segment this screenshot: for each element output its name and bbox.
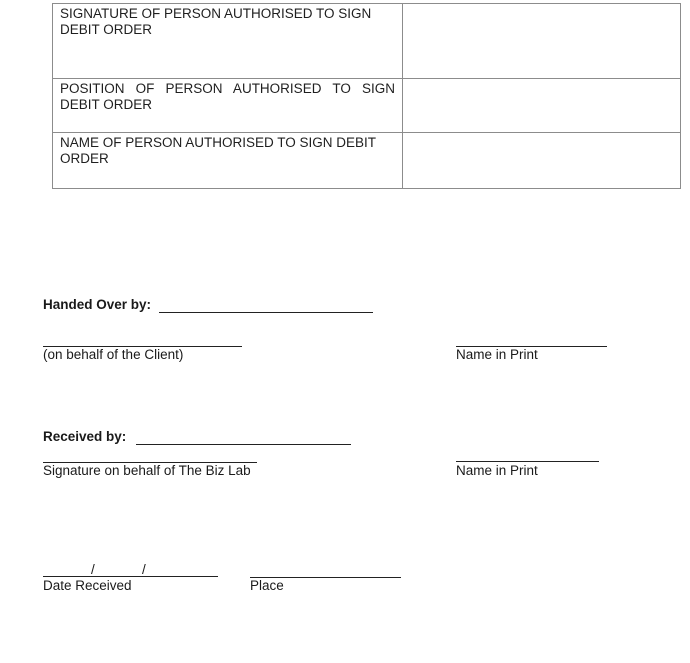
place-caption: Place	[250, 578, 284, 593]
handed-over-heading: Handed Over by:	[43, 297, 152, 312]
biz-lab-signature-caption: Signature on behalf of The Biz Lab	[43, 463, 251, 478]
position-label: POSITION OF PERSON AUTHORISED TO SIGN DEBIT ORDER	[53, 79, 403, 133]
received-signature-line[interactable]	[136, 444, 351, 445]
date-separator: /	[142, 562, 146, 577]
table-row	[53, 4, 681, 79]
position-field[interactable]	[403, 79, 681, 133]
handed-over-name-print-caption: Name in Print	[456, 347, 538, 362]
date-received-caption: Date Received	[43, 578, 132, 593]
name-label: NAME OF PERSON AUTHORISED TO SIGN DEBIT ORDER	[53, 133, 403, 189]
debit-order-authorisation-table	[52, 3, 681, 189]
table-row	[53, 133, 681, 189]
received-name-print-caption: Name in Print	[456, 463, 538, 478]
handed-over-signature-line[interactable]	[159, 312, 373, 313]
name-field[interactable]	[403, 133, 681, 189]
date-separator: /	[91, 562, 95, 577]
client-caption: (on behalf of the Client)	[43, 347, 184, 362]
signature-label: SIGNATURE OF PERSON AUTHORISED TO SIGN DEBIT ORDER	[53, 4, 403, 79]
date-received-line[interactable]	[43, 576, 218, 577]
table-row	[53, 79, 681, 133]
received-name-print-line[interactable]	[456, 461, 599, 462]
received-heading: Received by:	[43, 429, 127, 444]
signature-field[interactable]	[403, 4, 681, 79]
